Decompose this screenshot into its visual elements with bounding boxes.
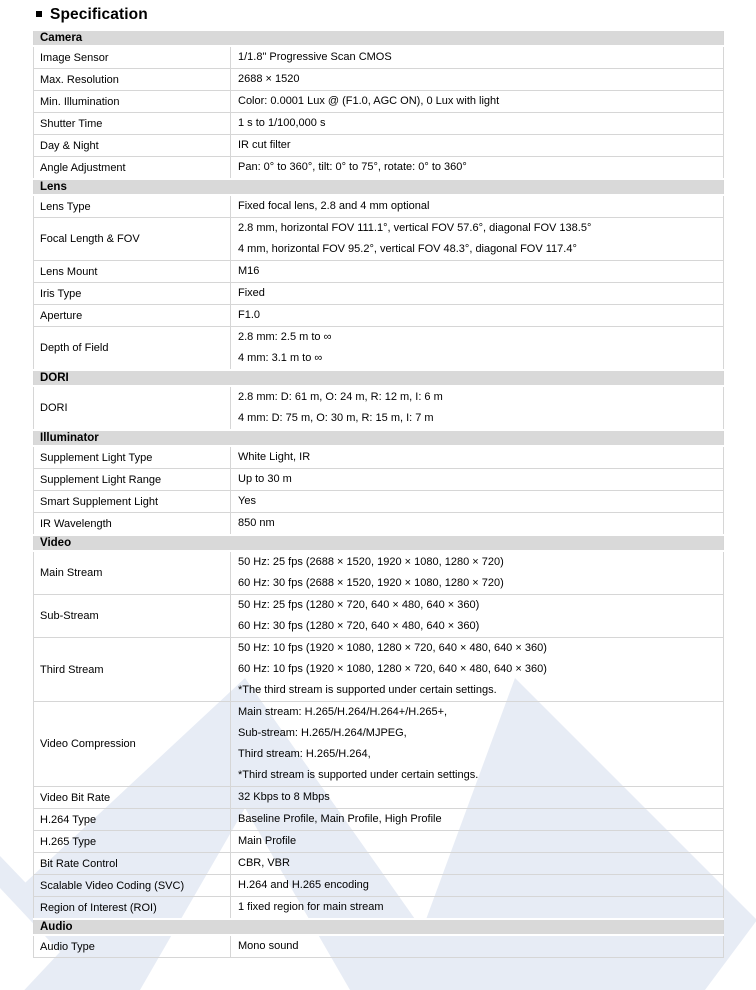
- value-line: 50 Hz: 25 fps (2688 × 1520, 1920 × 1080, 1280 × 720): [238, 556, 504, 568]
- spec-label: Depth of Field: [34, 327, 231, 371]
- spec-value: [231, 469, 724, 491]
- spec-label: Main Stream: [34, 551, 231, 595]
- spec-label: Audio Type: [34, 935, 231, 958]
- spec-value: [231, 446, 724, 469]
- spec-row: [34, 305, 724, 327]
- spec-row: [34, 69, 724, 91]
- spec-value: [231, 327, 724, 371]
- spec-row: [34, 702, 724, 787]
- spec-row: [34, 218, 724, 261]
- spec-row: [34, 386, 724, 430]
- value-line: 1 fixed region for main stream: [238, 901, 384, 913]
- spec-label: Supplement Light Range: [34, 469, 231, 491]
- title-bullet-icon: [36, 11, 42, 17]
- value-line: 4 mm, horizontal FOV 95.2°, vertical FOV 48.3°, diagonal FOV 117.4°: [238, 243, 577, 255]
- spec-value: [231, 702, 724, 787]
- section-row: [34, 370, 724, 386]
- spec-row: [34, 897, 724, 920]
- spec-label: Video Bit Rate: [34, 787, 231, 809]
- spec-row: [34, 638, 724, 702]
- spec-label: Lens Type: [34, 195, 231, 218]
- spec-label: Sub-Stream: [34, 595, 231, 638]
- spec-value: [231, 595, 724, 638]
- value-line: Pan: 0° to 360°, tilt: 0° to 75°, rotate: 0° to 360°: [238, 161, 467, 173]
- spec-row: [34, 113, 724, 135]
- value-line: 2688 × 1520: [238, 73, 300, 85]
- spec-label: Scalable Video Coding (SVC): [34, 875, 231, 897]
- value-line: 60 Hz: 10 fps (1920 × 1080, 1280 × 720, 640 × 480, 640 × 360): [238, 663, 547, 675]
- spec-value: [231, 513, 724, 536]
- spec-value: [231, 69, 724, 91]
- value-line: Baseline Profile, Main Profile, High Profile: [238, 813, 442, 825]
- spec-value: [231, 91, 724, 113]
- spec-label: H.265 Type: [34, 831, 231, 853]
- spec-label: Third Stream: [34, 638, 231, 702]
- spec-row: [34, 491, 724, 513]
- spec-row: [34, 809, 724, 831]
- spec-value: [231, 283, 724, 305]
- value-line: Fixed focal lens, 2.8 and 4 mm optional: [238, 200, 430, 212]
- value-line: 2.8 mm: 2.5 m to ∞: [238, 331, 332, 343]
- section-row: [34, 430, 724, 446]
- value-line: Yes: [238, 495, 256, 507]
- spec-row: [34, 283, 724, 305]
- spec-label: Bit Rate Control: [34, 853, 231, 875]
- spec-row: [34, 787, 724, 809]
- spec-label: Lens Mount: [34, 261, 231, 283]
- spec-label: Day & Night: [34, 135, 231, 157]
- value-line: 2.8 mm, horizontal FOV 111.1°, vertical FOV 57.6°, diagonal FOV 138.5°: [238, 222, 592, 234]
- value-line: Mono sound: [238, 940, 299, 952]
- spec-value: [231, 551, 724, 595]
- spec-value: [231, 386, 724, 430]
- spec-row: [34, 831, 724, 853]
- section-row: [34, 535, 724, 551]
- spec-value: [231, 305, 724, 327]
- value-line: Fixed: [238, 287, 265, 299]
- value-line: 4 mm: 3.1 m to ∞: [238, 352, 323, 364]
- spec-value: [231, 787, 724, 809]
- value-line: 60 Hz: 30 fps (2688 × 1520, 1920 × 1080, 1280 × 720): [238, 577, 504, 589]
- spec-row: [34, 551, 724, 595]
- section-header-label: Illuminator: [34, 430, 724, 446]
- spec-label: Min. Illumination: [34, 91, 231, 113]
- spec-label: Supplement Light Type: [34, 446, 231, 469]
- spec-value: [231, 831, 724, 853]
- value-line: White Light, IR: [238, 451, 311, 463]
- spec-value: [231, 157, 724, 180]
- spec-value: [231, 46, 724, 69]
- spec-row: [34, 195, 724, 218]
- spec-label: Region of Interest (ROI): [34, 897, 231, 920]
- spec-row: [34, 853, 724, 875]
- spec-row: [34, 46, 724, 69]
- spec-row: [34, 875, 724, 897]
- spec-label: Iris Type: [34, 283, 231, 305]
- spec-value: [231, 218, 724, 261]
- spec-row: [34, 595, 724, 638]
- spec-row: [34, 469, 724, 491]
- spec-label: IR Wavelength: [34, 513, 231, 536]
- value-line: M16: [238, 265, 260, 277]
- spec-value: [231, 491, 724, 513]
- spec-value: [231, 853, 724, 875]
- spec-value: [231, 897, 724, 920]
- value-line: Sub-stream: H.265/H.264/MJPEG,: [238, 727, 407, 739]
- value-line: IR cut filter: [238, 139, 291, 151]
- value-line: *The third stream is supported under certain settings.: [238, 684, 497, 696]
- value-line: Up to 30 m: [238, 473, 292, 485]
- value-line: *Third stream is supported under certain settings.: [238, 769, 479, 781]
- value-line: 2.8 mm: D: 61 m, O: 24 m, R: 12 m, I: 6 m: [238, 391, 443, 403]
- value-line: Main Profile: [238, 835, 297, 847]
- value-line: 850 nm: [238, 517, 275, 529]
- spec-value: [231, 113, 724, 135]
- spec-table: [33, 29, 724, 958]
- value-line: 50 Hz: 25 fps (1280 × 720, 640 × 480, 640 × 360): [238, 599, 480, 611]
- value-line: 4 mm: D: 75 m, O: 30 m, R: 15 m, I: 7 m: [238, 412, 434, 424]
- spec-label: Max. Resolution: [34, 69, 231, 91]
- value-line: 50 Hz: 10 fps (1920 × 1080, 1280 × 720, 640 × 480, 640 × 360): [238, 642, 547, 654]
- section-header-label: Lens: [34, 179, 724, 195]
- spec-value: [231, 195, 724, 218]
- value-line: Color: 0.0001 Lux @ (F1.0, AGC ON), 0 Lux with light: [238, 95, 500, 107]
- page-title-text: Specification: [50, 6, 148, 23]
- spec-label: Image Sensor: [34, 46, 231, 69]
- spec-label: Smart Supplement Light: [34, 491, 231, 513]
- section-row: [34, 919, 724, 935]
- spec-value: [231, 261, 724, 283]
- spec-row: [34, 261, 724, 283]
- section-header-label: Camera: [34, 30, 724, 46]
- value-line: 32 Kbps to 8 Mbps: [238, 791, 330, 803]
- value-line: 60 Hz: 30 fps (1280 × 720, 640 × 480, 640 × 360): [238, 620, 480, 632]
- spec-label: Focal Length & FOV: [34, 218, 231, 261]
- spec-label: Aperture: [34, 305, 231, 327]
- spec-value: [231, 809, 724, 831]
- spec-value: [231, 935, 724, 958]
- spec-label: H.264 Type: [34, 809, 231, 831]
- section-header-label: DORI: [34, 370, 724, 386]
- spec-row: [34, 157, 724, 180]
- value-line: H.264 and H.265 encoding: [238, 879, 369, 891]
- spec-row: [34, 135, 724, 157]
- spec-label: Shutter Time: [34, 113, 231, 135]
- spec-label: DORI: [34, 386, 231, 430]
- spec-label: Angle Adjustment: [34, 157, 231, 180]
- value-line: 1 s to 1/100,000 s: [238, 117, 326, 129]
- value-line: Main stream: H.265/H.264/H.264+/H.265+,: [238, 706, 448, 718]
- spec-row: [34, 935, 724, 958]
- spec-value: [231, 875, 724, 897]
- section-row: [34, 30, 724, 46]
- spec-value: [231, 638, 724, 702]
- spec-label: Video Compression: [34, 702, 231, 787]
- section-header-label: Video: [34, 535, 724, 551]
- page-title: [36, 6, 148, 24]
- value-line: F1.0: [238, 309, 261, 321]
- value-line: Third stream: H.265/H.264,: [238, 748, 371, 760]
- spec-row: [34, 446, 724, 469]
- spec-row: [34, 513, 724, 536]
- value-line: CBR, VBR: [238, 857, 290, 869]
- spec-row: [34, 327, 724, 371]
- spec-row: [34, 91, 724, 113]
- value-line: 1/1.8" Progressive Scan CMOS: [238, 51, 392, 63]
- section-header-label: Audio: [34, 919, 724, 935]
- spec-value: [231, 135, 724, 157]
- section-row: [34, 179, 724, 195]
